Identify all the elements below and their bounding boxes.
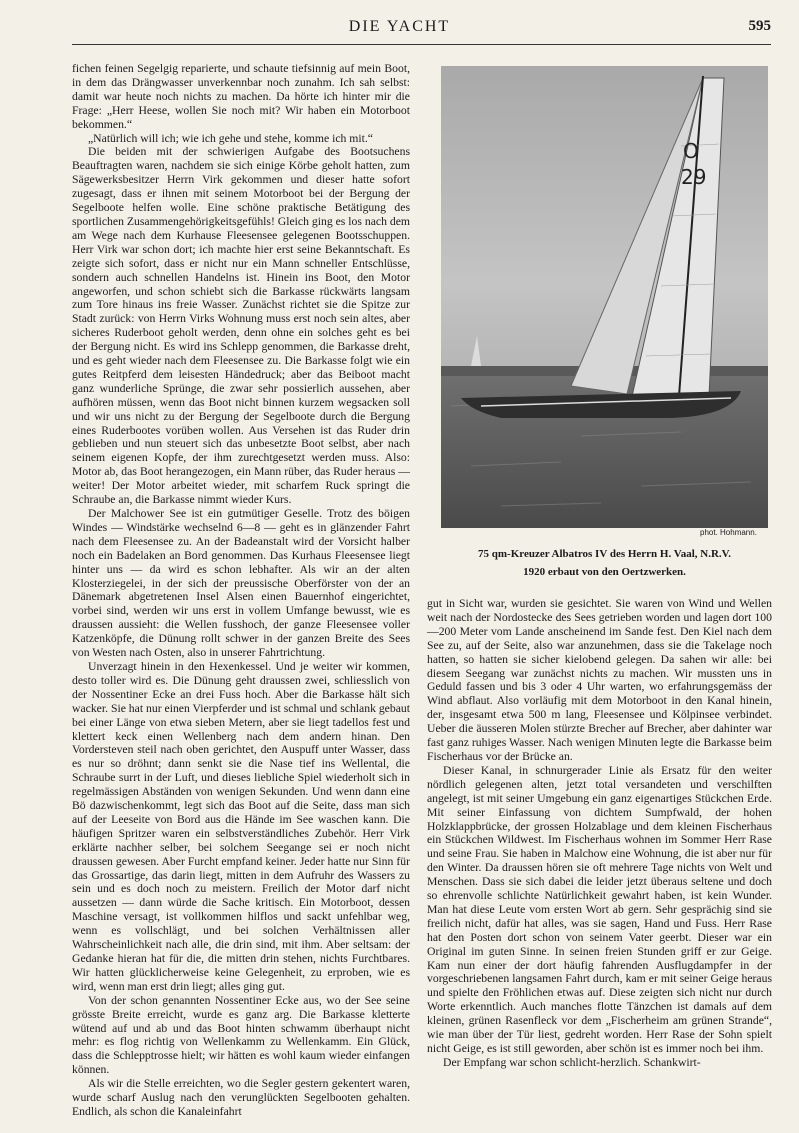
paragraph: Unverzagt hinein in den Hexenkessel. Und je weiter wir kommen, desto toller wird es. Die Dünung geht draussen zwei, schliesslich von der Nossentiner Ecke an drei Fuss hoch. Aber die Barkasse hält sich wacker. Sie hat nur einen Vierpferder und ist schmal und schlank gebaut bei einer Länge von etwa sieben Metern, aber sie liegt tadellos fest und klettert keck einen Wellenberg nach dem andern hinan. Den Vordersteven steil nach oben gerichtet, den Auspuff unter Wasser, dass es nur so dröhnt; dann senkt sie die Nase tief ins Wellental, die Schraube surrt in der Luft, und dieses liebliche Spiel wiederholt sich in regelmässigen Abständen von wenigen Sekunden. Und wenn dann eine Bö dazwischenkommt, legt sich das Boot auf die Seite, dass man sich auf der Leeseite von Bord aus die Hände im See waschen kann. Die häufigen Spritzer waren ein selbstverständliches Zubehör. Herr Virk erklärte nachher selber, bei solchem Seegange sei er noch nicht draussen gewesen. Aber Furcht empfand keiner. Jeder hatte nur Sinn für das Grossartige, das darin liegt, mitten in dem Aufruhr des Wassers zu sein und es doch noch zu meistern. Freilich der Motor darf nicht aussetzen — dann würde die Sache kritisch. Ein Motorboot, dessen Maschine versagt, ist vollkommen hilflos und sackt unfehlbar weg, wenn es vollschlägt, und bei solchen Verhältnissen aller Wahrscheinlichkeit nach alle, die drin sind, mit ihm. Aber seltsam: der Gedanke hieran hat für die, die mitten drin stehen, nichts Furchtbares. Wir hatten glücklicherweise keine Gelegenheit, zu erproben, wie es wird, wenn man erst drin liegt; alles ging gut. [72, 659, 410, 993]
page-number: 595 [748, 18, 771, 34]
paragraph: Als wir die Stelle erreichten, wo die Segler gestern gekentert waren, wurde scharf Auslug nach den verunglückten Segelbooten gehalten. Endlich, als schon die Kanaleinfahrt [72, 1077, 410, 1118]
header-rule [72, 44, 771, 45]
figure-caption [441, 545, 768, 581]
right-column [427, 597, 772, 1070]
sailboat-photo [441, 66, 768, 528]
sail-number-digits: 29 [681, 165, 707, 189]
page-header [0, 18, 799, 40]
journal-title: DIE YACHT [348, 18, 451, 35]
paragraph: gut in Sicht war, wurden sie gesichtet. Sie waren von Wind und Wellen weit nach der Nordostecke des Sees getrieben worden und lagen dort 100—200 Meter vom Lande anscheinend im Sande fest. Den Kiel nach dem See zu, auf der Seite, also war anzunehmen, dass sie die Takelage noch hatten, so hatten sie sicher kielobend gelegen. Da sahen wir alle: bei diesem Seegang war zunächst nichts zu machen. Wir mussten uns in Geduld fassen und bis 3 oder 4 Uhr warten, wo erfahrungsgemäss der Wind abflaut. Also vorläufig mit dem Motorboot in den Kanal hinein, der, insgesamt etwa 500 m lang, Fleesensee und Kölpinsee verbindet. Ueber die äusseren Molen stürzte Brecher auf Brecher, aber dahinter war fast ganz ruhiges Wasser. Nach wenigen Minuten legte die Barkasse beim Fischerhaus vor der Brücke an. [427, 597, 772, 763]
paragraph: fichen feinen Segelgig reparierte, und schaute tiefsinnig auf mein Boot, in dem das Drängwasser unverkennbar noch zunahm. Ich sah selbst: damit war heute noch nichts zu machen. Da hörte ich hinter mir die Frage: „Herr Heese, wollen Sie noch mit? Wir haben ein Motorboot bekommen.“ [72, 62, 410, 131]
sailboat-illustration [441, 66, 768, 528]
sail-number-letter: O [683, 139, 699, 163]
paragraph: „Natürlich will ich; wie ich gehe und stehe, komme ich mit.“ [88, 131, 373, 145]
paragraph: Der Empfang war schon schlicht-herzlich. Schankwirt- [443, 1055, 701, 1069]
left-column [72, 62, 410, 1119]
paragraph: Der Malchower See ist ein gutmütiger Geselle. Trotz des böigen Windes — Windstärke wechselnd 6—8 — geht es in glänzender Fahrt nach dem Fleesensee zu. An der Badeanstalt wird der Vorsicht halber noch ein Badelaken an Bord genommen. Das Kurhaus Fleesensee liegt hinter uns — da wird es schon lebhafter. Als wir an der alten Klosterziegelei, in der sich der preussische Oberförster von der an Dänemark abgetretenen Insel Alsen einen Bauernhof eingerichtet, vorbei sind, werden wir uns erst in vollem Umfange bewusst, wie es draussen aussieht: die Wellen fusshoch, der ganze Fleesensee voller Katzenköpfe, die Dünung rollt schwer in der ganzen Breite des Sees von Westen nach Osten, also in unserer Fahrtrichtung. [72, 507, 410, 660]
paragraph: Von der schon genannten Nossentiner Ecke aus, wo der See seine grösste Breite erreicht, wurde es ganz arg. Die Barkasse kletterte wütend auf und ab und das Boot hinten schwamm überhaupt nicht mehr: es flog richtig von Wellenkamm zu Wellenkamm. Ein Glück, dass die Schlepptrosse hielt; wir hätten es wohl kaum wieder einfangen können. [72, 993, 410, 1077]
caption-line: 1920 erbaut von den Oertzwerken. [523, 566, 686, 578]
paragraph: Die beiden mit der schwierigen Aufgabe des Bootsuchens Beauftragten waren, nachdem sie sich einige Körbe geholt hatten, zum Sägewerksbesitzer Herrn Virk gekommen und dieser hatte sofort zugesagt, dass er ihnen mit seinem Motorboot bei der Bergung der Segelboote helfen wolle. Eine schöne praktische Betätigung des sportlichen Zusammengehörigkeitsgefühls! Gleich ging es los nach dem am Wege nach dem Kurhause Fleesensee gelegenen Bootsschuppen. Herr Virk war schon dort; ich machte hier erst seine Bekanntschaft. Es zeigte sich sofort, dass er nicht nur ein Mann schneller Entschlüsse, sondern auch schnellen Handelns ist. Hinein ins Boot, den Motor angeworfen, und schon schiebt sich die Barkasse rückwärts langsam zum Tore hinaus ins freie Wasser. Zunächst richtet sie die Spitze zur Stadt zurück: von Herrn Virks Wohnung muss erst noch sein altes, aber sicheres Ruderboot geholt werden, denn ohne ein solches geht es bei der Bergung nicht. Es wird ins Schlepp genommen, die Barkasse dreht, und es geht wieder nach dem Fleesensee zu. Die Barkasse folgt wie ein gutes Reitpferd dem leisesten Händedruck; aber das Beiboot macht ganz wunderliche Sprünge, die zwar sehr possierlich aussehen, aber aufhören müssen, wenn das Boot nicht binnen kurzem wegsacken soll und wir uns nicht zu der Bergung der Segelboote durch die Bergung eines Ruderbootes vorüben wollen. Aus Versehen ist das Ruder drin geblieben und nun steuert sich das unbesetzte Boot selbst, aber nach seinem eigenen Kopfe, der ihm zurechtgesetzt werden muss. Also: Motor ab, das Boot herangezogen, ein Mann rüber, das Ruder heraus — weiter! Der Motor arbeitet wieder, mit scharfem Ruck springt die Schraube an, die Barkasse nimmt wieder Kurs. [72, 145, 410, 507]
paragraph: Dieser Kanal, in schnurgerader Linie als Ersatz für den weiter nördlich gelegenen alten, jetzt total versandeten und verschilften angelegt, ist mit seiner Umgebung ein ganz eigenartiges Stückchen Erde. Mit seiner Einfassung von dichtem Sumpfwald, der hohen Holzklappbrücke, der grossen Holzablage und dem kleinen Fischerhaus ein Stückchen Wildwest. Im Fischerhaus wohnen im Sommer Herr Rase und seine Frau. Sie haben in Malchow eine Wohnung, die ist aber nur für den Winter. Da draussen hören sie oft mehrere Tage nichts von Welt und Menschen. Dass sie sich dabei die leider jetzt überaus seltene und doch so ehrenvolle schlichte Natürlichkeit gewahrt haben, ist kein Wunder. Man hat diese Leute vom ersten Wort ab gern. Sehr gesprächig sind sie freilich nicht, dafür hat alles, was sie sagen, Hand und Fuss. Herr Rase hat den Posten dort schon von seinem Vater geerbt. Dieser war ein Original im guten Sinne. In seinen freien Stunden griff er zur Geige. Kam nun einer der dort häufig fahrenden Ausflugdampfer in der vorgeschriebenen langsamen Fahrt durch, kam er mit seiner Geige heraus und spielte den Fröhlichen etwas auf. Diese zeigten sich nicht nur durch Worte erkenntlich. Auch manches flotte Tänzchen ist damals auf dem kleinen, grünen Rasenfleck vor dem „Fischerheim am grünen Strande“, wie man über der Tür liest, gedreht worden. Herr Rase der Sohn spielt nicht Geige, es ist still geworden, aber schön ist es immer noch bei ihm. [427, 763, 772, 1055]
photo-credit: phot. Hohmann. [700, 528, 757, 537]
caption-line: 75 qm-Kreuzer Albatros IV des Herrn H. Vaal, N.R.V. [478, 548, 731, 560]
